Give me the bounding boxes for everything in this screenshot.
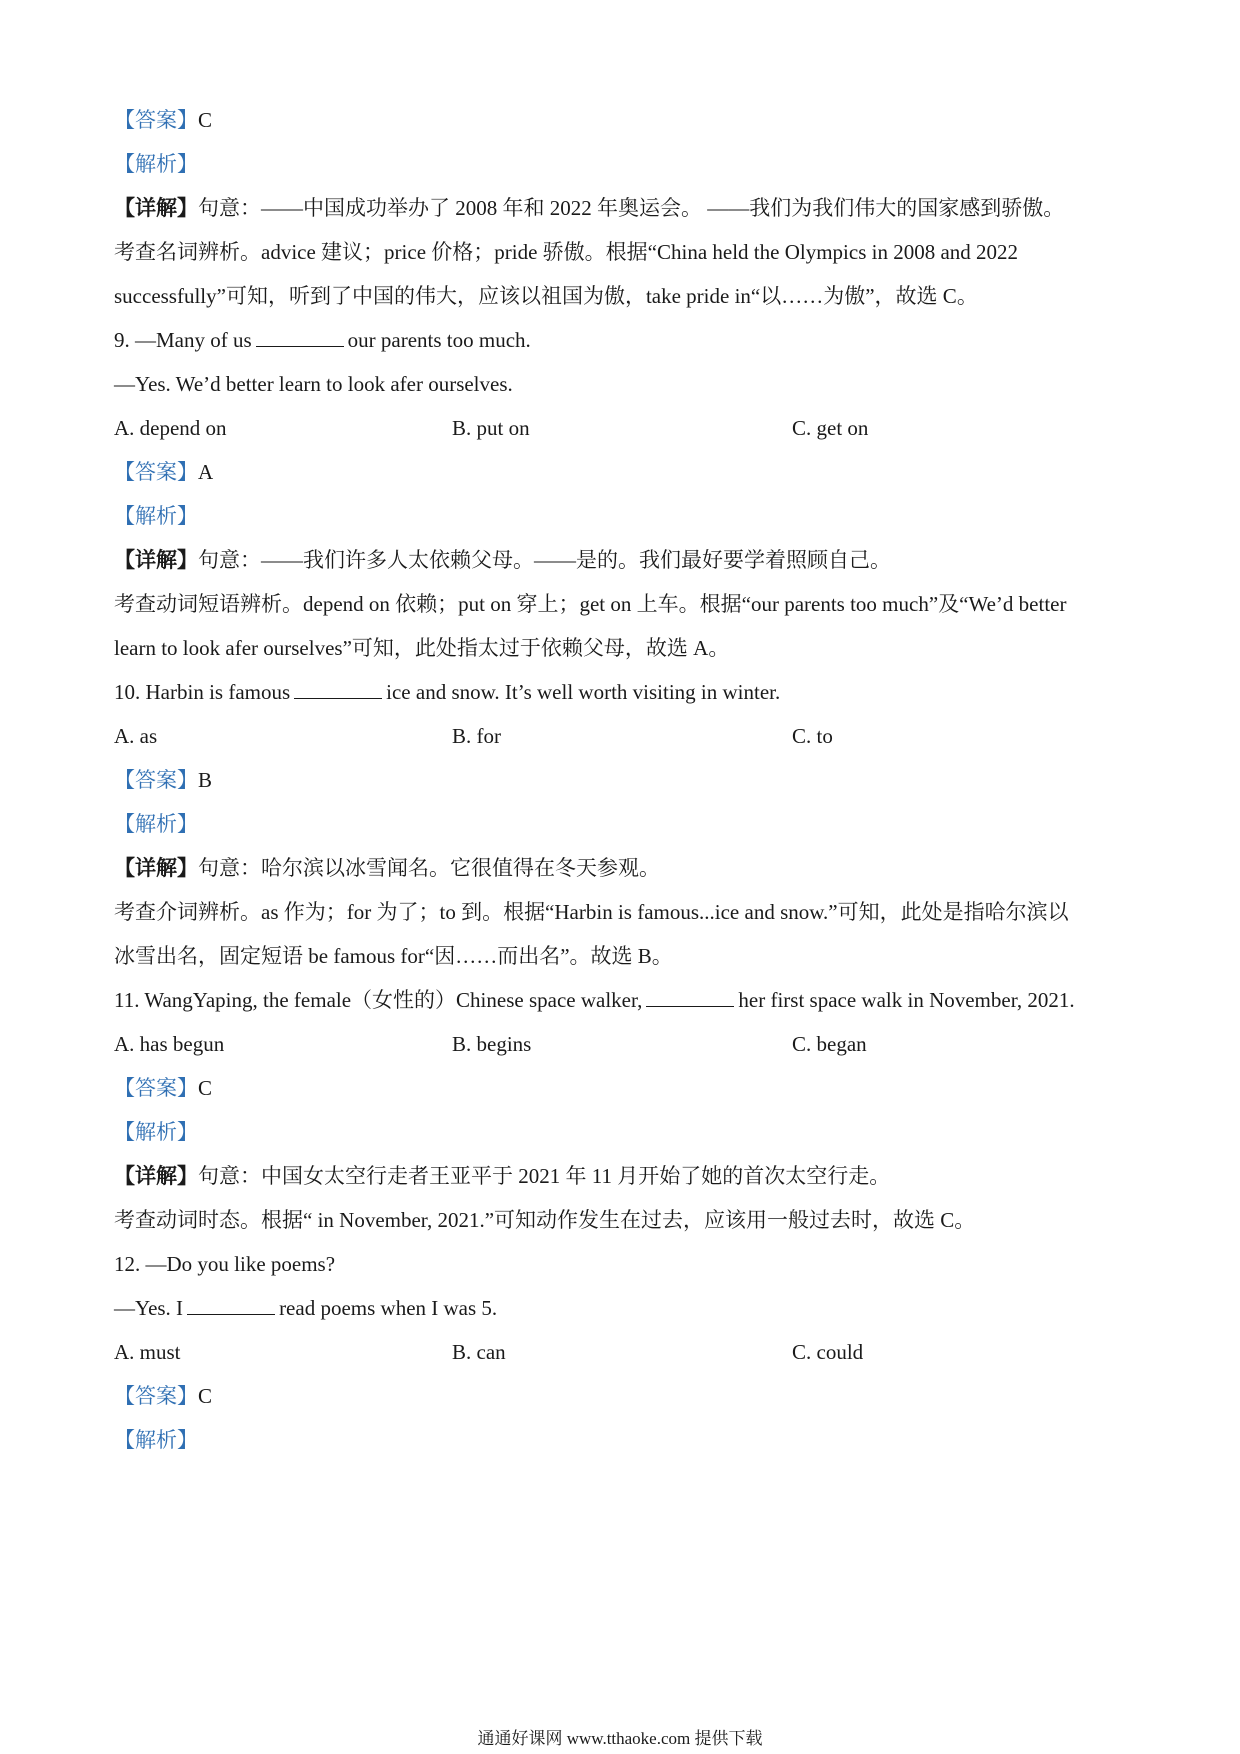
detail-line: successfully”可知，听到了中国的伟大，应该以祖国为傲，take pride in“以……为傲”，故选 C。: [114, 284, 978, 308]
answer-line: [114, 1074, 212, 1102]
analysis-tag: 【解析】: [114, 1428, 198, 1452]
answer-tag: 【答案】: [114, 768, 198, 792]
option-b: B. begins: [452, 1032, 532, 1056]
detail-line: 【详解】句意：中国女太空行走者王亚平于 2021 年 11 月开始了她的首次太空行走。: [114, 1164, 891, 1188]
answer-blank: [256, 328, 344, 347]
option-a: A. must: [114, 1340, 181, 1364]
answer-tag: 【答案】: [114, 1384, 198, 1408]
analysis-tag: 【解析】: [114, 812, 198, 836]
analysis-tag: 【解析】: [114, 152, 198, 176]
option-c: C. get on: [792, 416, 869, 440]
question-stem: 10. Harbin is famous ice and snow. It’s well worth visiting in winter.: [114, 680, 781, 704]
detail-tag: 【详解】: [114, 856, 198, 880]
answer-value: C: [198, 1384, 213, 1408]
answer-blank: [646, 988, 734, 1007]
detail-line: 考查动词时态。根据“ in November, 2021.”可知动作发生在过去，应该用一般过去时，故选 C。: [114, 1208, 976, 1232]
answer-tag: 【答案】: [114, 1076, 198, 1100]
question-stem: 9. —Many of us our parents too much.: [114, 328, 531, 352]
option-a: A. as: [114, 724, 158, 748]
detail-tag: 【详解】: [114, 1164, 198, 1188]
answer-line: [114, 766, 212, 794]
answer-value: A: [198, 460, 214, 484]
answer-tag: 【答案】: [114, 460, 198, 484]
detail-line: 考查介词辨析。as 作为；for 为了；to 到。根据“Harbin is famous...ice and snow.”可知，此处是指哈尔滨以: [114, 900, 1069, 924]
detail-line: learn to look afer ourselves”可知，此处指太过于依赖父母，故选 A。: [114, 636, 730, 660]
detail-line: 【详解】句意：——我们许多人太依赖父母。——是的。我们最好要学着照顾自己。: [114, 548, 891, 572]
option-c: C. to: [792, 724, 833, 748]
detail-line: 考查动词短语辨析。depend on 依赖；put on 穿上；get on 上车。根据“our parents too much”及“We’d better: [114, 592, 1067, 616]
page-footer: 通通好课网 www.tthaoke.com 提供下载: [477, 1729, 763, 1748]
answer-value: C: [198, 1076, 213, 1100]
detail-tag: 【详解】: [114, 548, 198, 572]
answer-tag: 【答案】: [114, 108, 198, 132]
question-stem: 12. —Do you like poems?: [114, 1252, 336, 1276]
question-line: —Yes. I read poems when I was 5.: [114, 1296, 498, 1320]
option-c: C. could: [792, 1340, 864, 1364]
analysis-tag: 【解析】: [114, 504, 198, 528]
option-a: A. depend on: [114, 416, 227, 440]
detail-line: 冰雪出名，固定短语 be famous for“因……而出名”。故选 B。: [114, 944, 673, 968]
detail-tag: 【详解】: [114, 196, 198, 220]
option-c: C. began: [792, 1032, 867, 1056]
answer-blank: [187, 1296, 275, 1315]
detail-line: 【详解】句意：哈尔滨以冰雪闻名。它很值得在冬天参观。: [114, 856, 660, 880]
answer-blank: [294, 680, 382, 699]
answer-line: [114, 106, 212, 134]
question-line: —Yes. We’d better learn to look afer ourselves.: [114, 372, 513, 396]
question-stem: 11. WangYaping, the female（女性的）Chinese space walker, her first space walk in November, 2021.: [114, 988, 1075, 1012]
answer-value: C: [198, 108, 213, 132]
answer-line: [114, 1382, 212, 1410]
answer-value: B: [198, 768, 213, 792]
answer-line: [114, 458, 213, 486]
option-b: B. can: [452, 1340, 506, 1364]
option-b: B. for: [452, 724, 501, 748]
option-b: B. put on: [452, 416, 530, 440]
detail-line: 【详解】句意：——中国成功举办了 2008 年和 2022 年奥运会。 ——我们为我们伟大的国家感到骄傲。: [114, 196, 1065, 220]
detail-line: 考查名词辨析。advice 建议；price 价格；pride 骄傲。根据“China held the Olympics in 2008 and 2022: [114, 240, 1019, 264]
analysis-tag: 【解析】: [114, 1120, 198, 1144]
option-a: A. has begun: [114, 1032, 225, 1056]
